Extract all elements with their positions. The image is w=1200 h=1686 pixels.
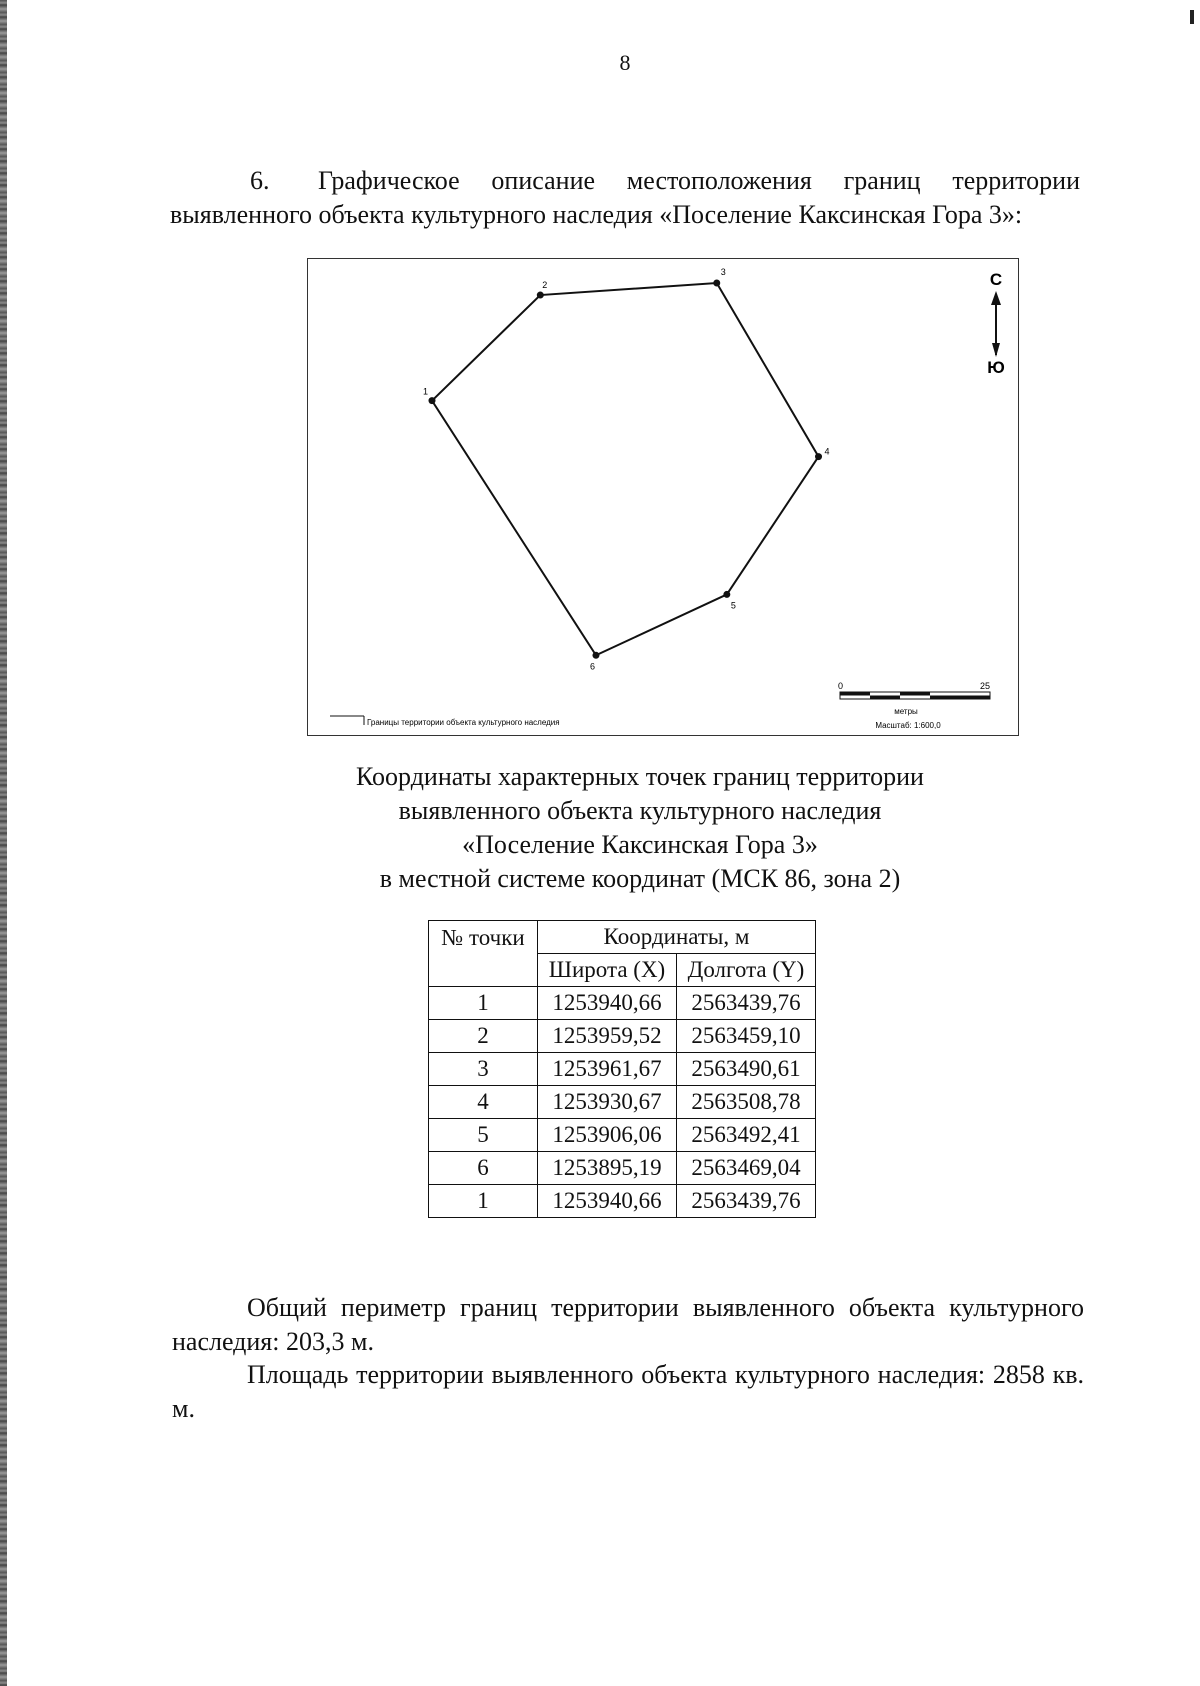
legend-text: Границы территории объекта культурного наследия <box>367 718 560 727</box>
scan-edge <box>0 0 7 1686</box>
cell-longitude: 2563492,41 <box>677 1119 816 1152</box>
boundary-point <box>815 453 822 460</box>
cell-longitude: 2563459,10 <box>677 1020 816 1053</box>
header-latitude: Широта (X) <box>538 954 677 987</box>
section-number: 6. <box>250 166 270 195</box>
boundary-point <box>429 397 436 404</box>
coordinates-title <box>260 760 1020 896</box>
scale-start-label: 0 <box>838 681 844 691</box>
scan-mark <box>1190 10 1194 24</box>
perimeter-text: Общий периметр границ территории выявленного объекта культурного наследия: 203,3 м. <box>172 1293 1084 1356</box>
cell-point-number: 1 <box>429 987 538 1020</box>
cell-point-number: 4 <box>429 1086 538 1119</box>
page-number: 8 <box>619 50 631 75</box>
scale-units: метры <box>894 707 918 716</box>
cell-latitude: 1253940,66 <box>538 987 677 1020</box>
coordinates-title-line: выявленного объекта культурного наследия <box>398 796 882 825</box>
scale-bar-segment <box>930 696 990 700</box>
boundary-polygon <box>432 283 819 655</box>
scale-text: Масштаб: 1:600,0 <box>875 721 941 730</box>
boundary-map <box>307 258 1019 736</box>
boundary-point <box>537 292 544 299</box>
boundary-points <box>423 267 830 671</box>
boundary-point-label: 4 <box>824 446 830 457</box>
cell-longitude: 2563439,76 <box>677 1185 816 1218</box>
boundary-point-label: 1 <box>423 386 429 397</box>
cell-longitude: 2563469,04 <box>677 1152 816 1185</box>
cell-latitude: 1253906,06 <box>538 1119 677 1152</box>
table-row <box>429 1086 816 1119</box>
boundary-point-label: 6 <box>589 661 595 672</box>
header-point-number: № точки <box>429 921 538 987</box>
south-label: Ю <box>987 358 1005 377</box>
boundary-point <box>592 652 599 659</box>
table-row <box>429 1119 816 1152</box>
cell-longitude: 2563490,61 <box>677 1053 816 1086</box>
cell-point-number: 6 <box>429 1152 538 1185</box>
boundary-point <box>713 280 720 287</box>
cell-latitude: 1253961,67 <box>538 1053 677 1086</box>
scale-bar-segment <box>870 696 900 700</box>
header-longitude: Долгота (Y) <box>677 954 816 987</box>
coordinates-title-line: Координаты характерных точек границ территории <box>356 762 924 791</box>
coordinates-title-line: «Поселение Каксинская Гора 3» <box>462 830 818 859</box>
table-row <box>429 1152 816 1185</box>
boundary-point <box>723 591 730 598</box>
cell-longitude: 2563439,76 <box>677 987 816 1020</box>
boundary-point-label: 5 <box>730 600 736 611</box>
cell-point-number: 5 <box>429 1119 538 1152</box>
section-heading-text: Графическое описание местоположения границ территории выявленного объекта культурного наследия «Поселение Каксинская Гора 3»: <box>170 166 1080 229</box>
cell-latitude: 1253930,67 <box>538 1086 677 1119</box>
scale-bar-segment <box>900 692 930 696</box>
south-arrow-tail <box>992 343 1000 357</box>
cell-latitude: 1253959,52 <box>538 1020 677 1053</box>
area-text: Площадь территории выявленного объекта культурного наследия: 2858 кв. м. <box>172 1360 1084 1423</box>
coordinates-title-line: в местной системе координат (МСК 86, зона 2) <box>379 864 901 893</box>
cell-latitude: 1253895,19 <box>538 1152 677 1185</box>
table-row <box>429 1053 816 1086</box>
north-label: С <box>989 270 1003 289</box>
north-arrow <box>987 270 1005 377</box>
scale-bar-segment <box>840 692 870 696</box>
cell-point-number: 3 <box>429 1053 538 1086</box>
cell-longitude: 2563508,78 <box>677 1086 816 1119</box>
table-row <box>429 1020 816 1053</box>
header-coordinates: Координаты, м <box>538 921 816 954</box>
coordinates-table <box>428 920 816 1218</box>
cell-point-number: 2 <box>429 1020 538 1053</box>
scale-end-label: 25 <box>980 681 991 691</box>
cell-point-number: 1 <box>429 1185 538 1218</box>
cell-latitude: 1253940,66 <box>538 1185 677 1218</box>
map-legend <box>330 716 560 727</box>
north-arrow-head <box>991 291 1001 305</box>
boundary-point-label: 3 <box>720 267 726 277</box>
boundary-map-svg <box>308 259 1020 737</box>
scale-bar <box>838 681 990 730</box>
boundary-point-label: 2 <box>542 280 548 291</box>
section-heading <box>170 164 1080 232</box>
table-row <box>429 987 816 1020</box>
table-row <box>429 1185 816 1218</box>
